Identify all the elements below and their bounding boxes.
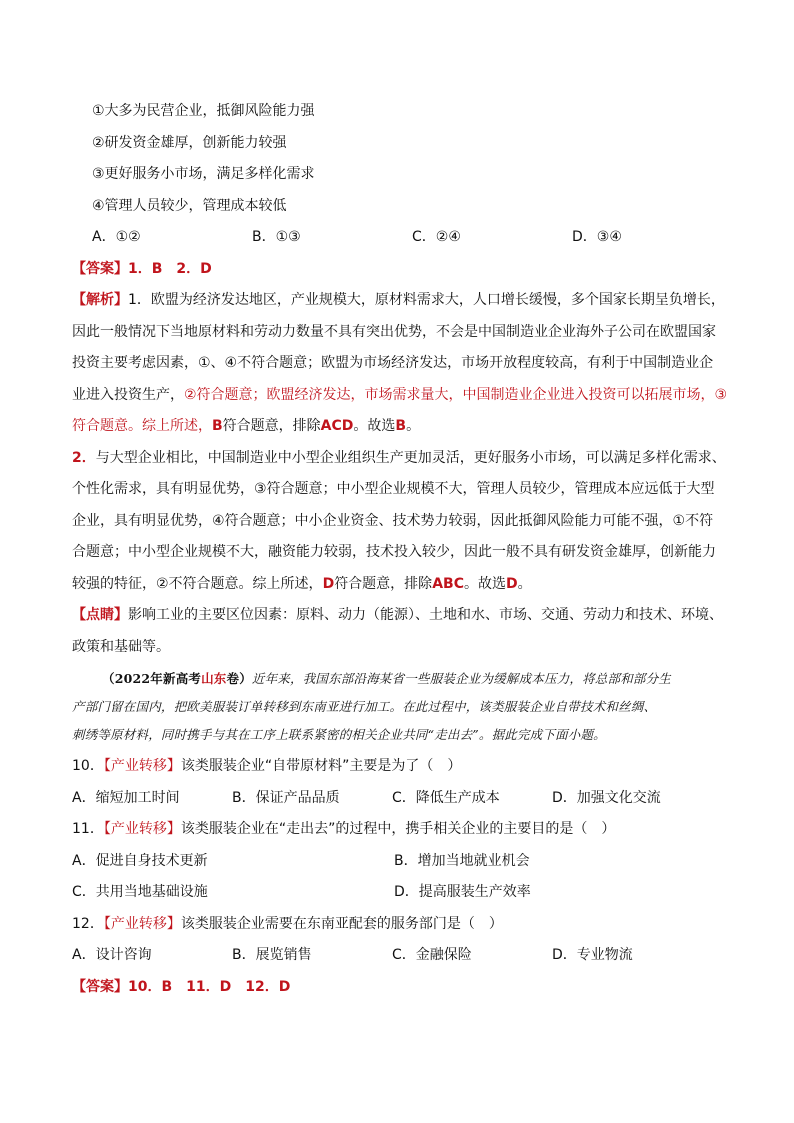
statement-3: ③更好服务小市场，满足多样化需求 xyxy=(92,166,315,182)
analysis-p2-line5c: 。故选 xyxy=(463,575,506,592)
tip-label: 【点睛】 xyxy=(72,607,128,623)
prev-options xyxy=(72,222,732,254)
analysis-p2-line4: 合题意；中小型企业规模不大，融资能力较弱，技术投入较少，因此一般不具有研发资金雄厚，创新能力 xyxy=(72,544,716,560)
analysis-p2-excl: ABC xyxy=(432,575,464,592)
analysis-p2-line1: 与大型企业相比，中国制造业中小型企业组织生产更加灵活，更好服务小市场，可以满足多样化需求、 xyxy=(95,449,726,466)
analysis-p2-line3: 企业，具有明显优势，④符合题意；中小企业资金、技术势力较弱，因此抵御风险能力可能不强，①不符 xyxy=(72,512,714,529)
analysis-p1-line1: 1．欧盟为经济发达地区，产业规模大，原材料需求大，人口增长缓慢，多个国家长期呈负增长， xyxy=(128,292,725,308)
question-12-num: 12． xyxy=(72,915,104,932)
statement-2: ②研发资金雄厚，创新能力较强 xyxy=(92,134,287,151)
option-b: B．①③ xyxy=(252,229,301,245)
answer-label: 【答案】 xyxy=(72,260,128,277)
question-11 xyxy=(72,814,732,846)
statement-4: ④管理人员较少，管理成本较低 xyxy=(92,197,287,214)
question-11-stem: 该类服装企业在“走出去”的过程中，携手相关企业的主要目的是（ ） xyxy=(180,821,616,837)
analysis-p1-line2: 因此一般情况下当地原材料和劳动力数量不具有突出优势，不会是中国制造业企业海外子公司在欧盟国家 xyxy=(72,323,716,340)
q10-option-b: B．保证产品品质 xyxy=(232,789,340,806)
analysis-p2-line2: 个性化需求，具有明显优势，③符合题意；中小型企业规模不大，管理人员较少，管理成本应远低于大型 xyxy=(72,481,715,497)
context-line3: 刺绣等原材料，同时携手与其在工序上联系紧密的相关企业共同“走出去”。据此完成下面小题。 xyxy=(72,727,606,742)
question-10-tag: 【产业转移】 xyxy=(103,758,181,774)
analysis-p1-line4a: 业进入投资生产， xyxy=(72,386,184,403)
q12-option-a: A．设计咨询 xyxy=(72,947,152,963)
analysis-p2-ans2: D xyxy=(505,575,518,592)
document-page xyxy=(72,96,732,1003)
question-12-tag: 【产业转移】 xyxy=(103,915,181,932)
analysis-label: 【解析】 xyxy=(72,292,128,308)
answer-text: 1．B 2．D xyxy=(128,260,212,277)
q11-option-a: A．促进自身技术更新 xyxy=(72,852,208,869)
answer2-text: 10．B 11．D 12．D xyxy=(128,978,291,995)
analysis-p1-excl: ACD xyxy=(320,418,354,434)
context-source-post: 卷） xyxy=(226,671,252,686)
option-a: A．①② xyxy=(92,229,141,245)
question-10-stem: 该类服装企业“自带原材料”主要是为了（ ） xyxy=(180,758,462,774)
question-12 xyxy=(72,909,732,941)
question-10-options xyxy=(72,783,732,815)
option-c: C．②④ xyxy=(412,229,461,245)
analysis-p1-line5d: 。 xyxy=(406,418,421,434)
context-source xyxy=(102,671,252,686)
q11-option-c: C．共用当地基础设施 xyxy=(72,884,208,900)
question-10-num: 10． xyxy=(72,758,104,774)
q11-option-d: D．提高服装生产效率 xyxy=(394,884,531,900)
analysis-p1-ans2: B xyxy=(395,418,407,434)
question-11-tag: 【产业转移】 xyxy=(103,821,181,837)
analysis-p2-ans1: D xyxy=(322,575,335,592)
q10-option-c: C．降低生产成本 xyxy=(392,789,500,806)
analysis-p1-line5a: 符合题意。综上所述， xyxy=(72,418,212,434)
analysis-p1-line3: 投资主要考虑因素，①、④不符合题意；欧盟为市场经济发达，市场开放程度较高，有利于中国制造业企 xyxy=(72,355,714,371)
question-11-options-row2 xyxy=(72,877,732,909)
analysis-p1-line5b: 符合题意，排除 xyxy=(222,418,321,434)
analysis-p1-ans1: B xyxy=(212,418,223,434)
q12-option-b: B．展览销售 xyxy=(232,947,312,963)
q10-option-a: A．缩短加工时间 xyxy=(72,789,180,806)
q12-option-c: C．金融保险 xyxy=(392,947,472,963)
answer-block-2 xyxy=(72,972,732,1004)
question-12-options xyxy=(72,940,732,972)
q10-option-d: D．加强文化交流 xyxy=(552,789,661,806)
tip-line1: 影响工业的主要区位因素：原料、动力（能源）、土地和水、市场、交通、劳动力和技术、环境、 xyxy=(128,607,723,623)
context-source-highlight: 山东 xyxy=(201,671,227,686)
answer-block-1 xyxy=(72,254,732,286)
question-12-stem: 该类服装企业需要在东南亚配套的服务部门是（ ） xyxy=(180,915,503,932)
option-d: D．③④ xyxy=(572,229,622,245)
analysis-p2-num: 2． xyxy=(72,449,96,466)
analysis-p2-line5d: 。 xyxy=(517,575,532,592)
context-passage xyxy=(72,665,732,749)
answer2-label: 【答案】 xyxy=(72,978,128,995)
question-11-options-row1 xyxy=(72,846,732,878)
question-10 xyxy=(72,751,732,783)
analysis-p1-line5c: 。故选 xyxy=(353,418,396,434)
question-11-num: 11． xyxy=(72,821,104,837)
tip-line2: 政策和基础等。 xyxy=(72,638,170,655)
statement-1: ①大多为民营企业，抵御风险能力强 xyxy=(92,103,315,119)
analysis-block xyxy=(72,285,732,600)
analysis-p2-line5a: 较强的特征，②不符合题意。综上所述， xyxy=(72,575,323,592)
context-line2: 产部门留在国内，把欧美服装订单转移到东南亚进行加工。在此过程中，该类服装企业自带技术和丝绸、 xyxy=(72,699,657,714)
analysis-p2-line5b: 符合题意，排除 xyxy=(334,575,433,592)
analysis-p1-line4b: ②符合题意；欧盟经济发达，市场需求量大，中国制造业企业进入投资可以拓展市场，③ xyxy=(184,386,728,403)
q12-option-d: D．专业物流 xyxy=(552,947,633,963)
q11-option-b: B．增加当地就业机会 xyxy=(394,852,530,869)
context-source-pre: （2022年新高考 xyxy=(102,671,202,686)
tip-block xyxy=(72,600,732,663)
context-line1: 近年来，我国东部沿海某省一些服装企业为缓解成本压力，将总部和部分生 xyxy=(251,671,672,686)
